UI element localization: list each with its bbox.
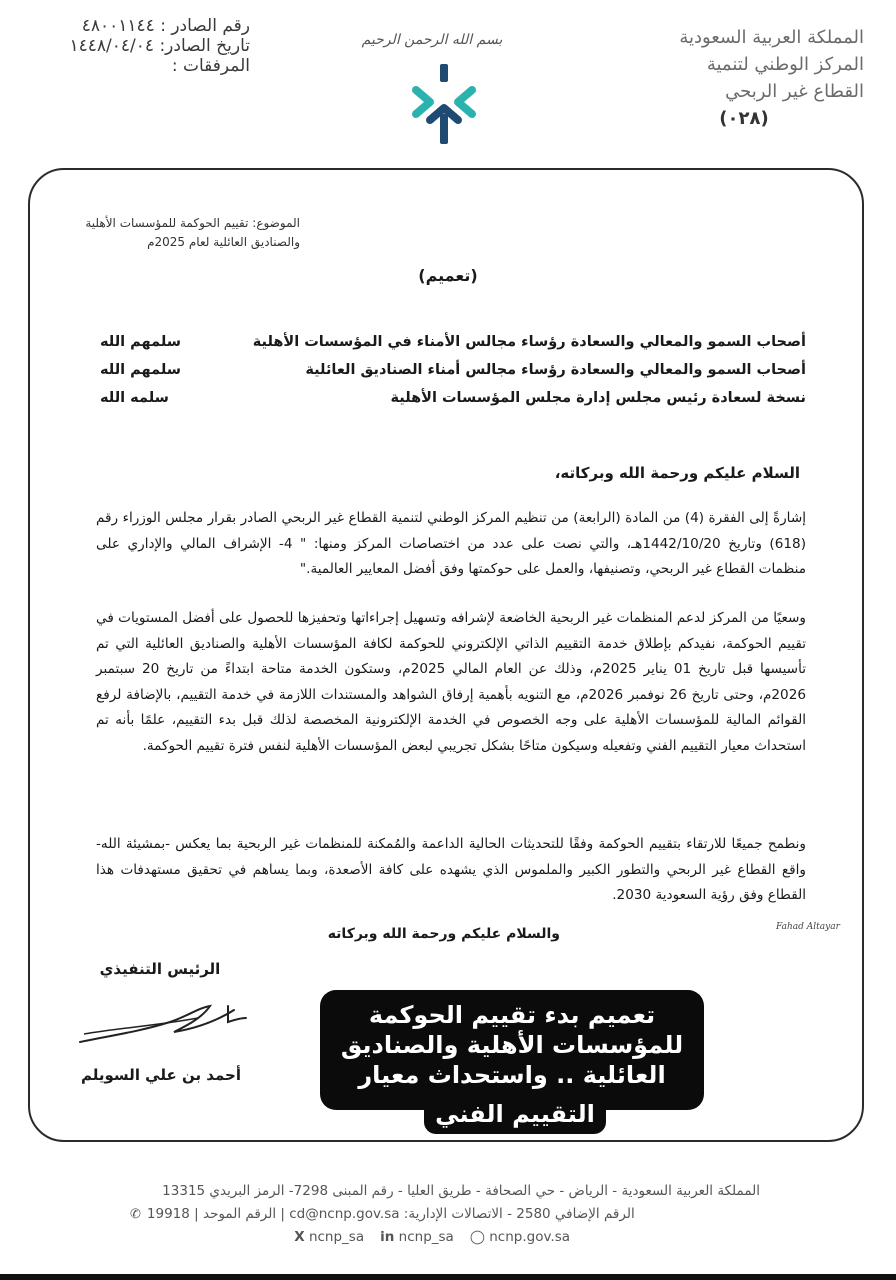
attachments-label: المرفقات : xyxy=(171,56,250,76)
caption-line-2: للمؤسسات الأهلية والصناديق xyxy=(340,1031,684,1059)
linkedin-icon: in xyxy=(380,1229,395,1245)
ref-number-value: ٤٨٠٠١١٤٤ xyxy=(81,16,155,36)
org-line-1: المملكة العربية السعودية xyxy=(679,27,864,48)
phone-icon: ✆ xyxy=(130,1207,141,1222)
ref-date-value: ١٤٤٨/٠٤/٠٤ xyxy=(69,36,155,56)
attachments-row xyxy=(40,56,250,76)
ref-number-label: رقم الصادر : xyxy=(160,16,250,36)
reference-meta xyxy=(40,16,250,76)
salutation: السلام عليكم ورحمة الله وبركاته، xyxy=(554,464,800,482)
paragraph-1: إشارةً إلى الفقرة (4) من المادة (الرابعة) من تنظيم المركز الوطني لتنمية القطاع غير الربحي الصادر بقرار مجلس الوزراء رقم (618) وتاريخ 1442/10/20هـ، والتي نصت على عدد من اختصاصات المركز ومنها: " 4- الإشراف المالي والإداري على منظمات القطاع غير الربحي، وتصنيفها، والعمل على حوكمتها وفق أفضل المعايير العالمية." xyxy=(96,510,806,577)
subject-block xyxy=(60,214,300,252)
addressee-text: أصحاب السمو والمعالي والسعادة رؤساء مجالس أمناء الصناديق العائلية xyxy=(305,362,806,378)
bottom-bar xyxy=(0,1274,896,1280)
social-x[interactable] xyxy=(294,1226,364,1249)
org-line-2: المركز الوطني لتنمية xyxy=(706,54,864,75)
addressee-greeting: سلمه الله xyxy=(100,390,169,406)
social-website[interactable] xyxy=(470,1226,570,1249)
addressee-greeting: سلمهم الله xyxy=(100,362,182,378)
footer-socials xyxy=(130,1226,570,1249)
footer xyxy=(130,1180,760,1249)
x-icon: X xyxy=(294,1229,305,1245)
handwritten-signature xyxy=(78,998,248,1050)
subject-line-2: والصناديق العائلية لعام 2025م xyxy=(147,235,300,249)
ref-number-row xyxy=(40,16,250,36)
addressee-text: نسخة لسعادة رئيس مجلس إدارة مجلس المؤسسات الأهلية xyxy=(390,390,806,406)
footer-address: المملكة العربية السعودية - الرياض - حي الصحافة - طريق العليا - رقم المبنى 7298- الرمز البريدي 13315 xyxy=(162,1183,760,1199)
org-line-3: القطاع غير الربحي xyxy=(725,81,864,102)
social-linkedin-handle: ncnp_sa xyxy=(398,1229,454,1245)
watermark-text: Fahad Altayar xyxy=(776,922,840,932)
circular-title: (تعميم) xyxy=(418,266,478,285)
signature-title: الرئيس التنفيذي xyxy=(99,960,221,978)
addressee-greeting: سلمهم الله xyxy=(100,334,182,350)
caption-line-1: تعميم بدء تقييم الحوكمة xyxy=(368,1001,656,1029)
caption-line-3: العائلية .. واستحداث معيار xyxy=(358,1061,666,1089)
addressee-row xyxy=(70,384,806,412)
social-x-handle: ncnp_sa xyxy=(308,1229,365,1245)
paragraph-3: ونطمح جميعًا للارتقاء بتقييم الحوكمة وفقًا للتحديثات الحالية الداعمة والمُمكنة للمنظمات غير الربحية بما يعكس -بمشيئة الله- واقع القطاع غير الربحي والتطور الكبير والملموس الذي يشهده على كافة الأصعدة، وبما يساهم في تحقيق مستهدفات هذا القطاع وفق رؤية السعودية 2030. xyxy=(96,836,806,903)
basmala: بسم الله الرحمن الرحيم xyxy=(361,32,503,48)
social-linkedin[interactable] xyxy=(380,1226,454,1249)
ref-date-row xyxy=(40,36,250,56)
addressee-text: أصحاب السمو والمعالي والسعادة رؤساء مجالس الأمناء في المؤسسات الأهلية xyxy=(252,334,806,350)
website-url: ncnp.gov.sa xyxy=(489,1229,570,1245)
logo-mark xyxy=(412,64,476,148)
footer-contacts-text: الرقم الإضافي 2580 - الاتصالات الإدارية: cd@ncnp.gov.sa | الرقم الموحد | 19918 xyxy=(146,1206,635,1222)
caption-tail: التقييم الفني xyxy=(424,1096,606,1134)
signature-scribble xyxy=(78,998,248,1050)
addressee-row xyxy=(70,356,806,384)
ncnp-logo xyxy=(412,64,476,148)
caption-box xyxy=(320,990,704,1110)
addressees xyxy=(70,328,806,412)
subject-line-1: الموضوع: تقييم الحوكمة للمؤسسات الأهلية xyxy=(85,216,300,230)
closing: والسلام عليكم ورحمة الله وبركاته xyxy=(327,926,560,942)
addressee-row xyxy=(70,328,806,356)
org-code: (٠٢٨) xyxy=(719,108,769,129)
globe-icon: ◯ xyxy=(469,1229,485,1245)
ref-date-label: تاريخ الصادر: xyxy=(159,36,250,56)
footer-contacts xyxy=(130,1203,760,1226)
signatory-name: أحمد بن علي السويلم xyxy=(81,1066,241,1084)
paragraph-2: وسعيًا من المركز لدعم المنظمات غير الربحية الخاضعة لإشرافه وتسهيل إجراءاتها وتحفيزها للحصول على أفضل المستويات في تقييم الحوكمة، نفيدكم بإطلاق خدمة التقييم الذاتي الإلكتروني للحوكمة لكافة المؤسسات الأهلية والصناديق العائلية التي تم تأسيسها قبل تاريخ 01 يناير 2025م، وذلك عن العام المالي 2025م، وستكون الخدمة متاحة ابتداءً من تاريخ 20 سبتمبر 2026م، وحتى تاريخ 26 نوفمبر 2026م، مع التنويه بأهمية إرفاق الشواهد والمستندات اللازمة في خدمة التقييم، بالإضافة لرفع القوائم المالية للمؤسسات الأهلية على وجه الخصوص في الخدمة الإلكترونية المخصصة لذلك قبل بدء التقييم، علمًا بأنه تم استحداث معيار التقييم الفني وتفعيله وسيكون متاحًا بشكل تجريبي لبعض المؤسسات الأهلية لنفس فترة تقييم الحوكمة. xyxy=(96,610,806,754)
org-name-block xyxy=(654,24,864,132)
